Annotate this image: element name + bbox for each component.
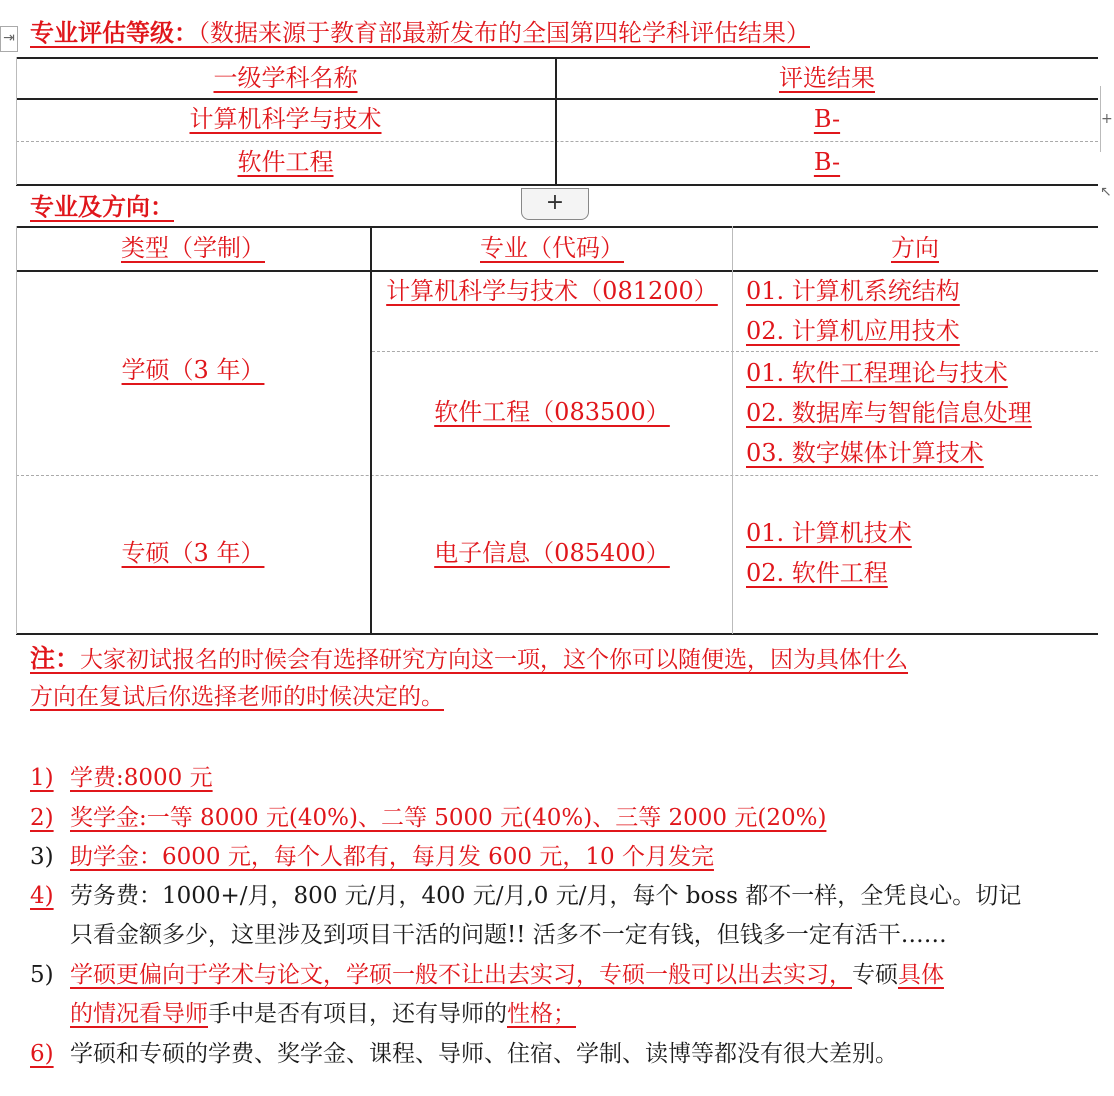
majors-header-major: 专业（代码） [480,234,624,262]
list-num-5: 5) [30,962,54,988]
list-text-3: 助学金：6000 元，每个人都有，每月发 600 元，10 个月发完 [70,844,714,870]
note-line-2: 方向在复试后你选择老师的时候决定的。 [30,684,444,710]
eval-row-cs-result: B- [813,105,841,133]
list-item-3 [30,840,714,874]
list-item-2 [30,801,826,835]
note-paragraph [30,642,908,677]
eval-row-se-result: B- [813,148,841,176]
direction-ei-1: 01. 计算机技术 [746,519,912,547]
list-text-1: 学费:8000 元 [70,765,213,791]
list-text-5-red-4: 性格； [507,1001,576,1027]
eval-header-discipline: 一级学科名称 [213,64,358,92]
list-item-5 [30,958,944,992]
resize-corner-icon[interactable]: ↖ [1100,184,1112,200]
eval-title: 专业评估等级： [30,19,198,47]
majors-header-direction: 方向 [891,234,939,262]
major-cs: 计算机科学与技术（081200） [386,277,718,305]
add-row-button[interactable]: + [521,188,589,220]
list-num-3: 3) [30,844,54,870]
list-text-5-red-3: 的情况看导师 [70,1001,208,1027]
eval-heading [30,18,810,48]
list-num-1: 1) [30,765,54,791]
eval-subtitle: （数据来源于教育部最新发布的全国第四轮学科评估结果） [198,19,810,47]
type-zhuanshuo: 专硕（3 年） [121,539,265,567]
list-item-6 [30,1037,898,1071]
list-text-4-line-1: 劳务费：1000+/月，800 元/月，400 元/月,0 元/月，每个 boss 都不一样，全凭良心。切记 [70,883,1022,909]
eval-row-se-name: 软件工程 [237,148,334,176]
direction-se-1: 01. 软件工程理论与技术 [746,359,1008,387]
direction-ei-2: 02. 软件工程 [746,559,888,587]
list-item-4 [30,879,1021,913]
list-text-2: 奖学金:一等 8000 元(40%)、二等 5000 元(40%)、三等 2000 元(20%) [70,805,827,831]
majors-title: 专业及方向： [30,193,174,221]
type-xueshuo: 学硕（3 年） [121,356,265,384]
list-text-6: 学硕和专硕的学费、奖学金、课程、导师、住宿、学制、读博等都没有很大差别。 [70,1041,898,1067]
table-insert-icon[interactable]: + [1100,86,1114,152]
list-text-4-line-2: 只看金额多少，这里涉及到项目干活的问题!! 活多不一定有钱，但钱多一定有活干…… [70,922,947,948]
list-text-5-black-2: 手中是否有项目，还有导师的 [208,1001,507,1027]
eval-row-cs-name: 计算机科学与技术 [189,105,382,133]
list-num-4: 4) [30,883,54,909]
eval-header-result: 评选结果 [779,64,875,92]
list-item-5-cont [30,997,576,1031]
list-num-6: 6) [30,1041,54,1067]
note-label: 注： [30,644,81,673]
major-se: 软件工程（083500） [434,398,670,426]
move-handle-icon[interactable]: ⇥ [0,26,18,52]
major-ei: 电子信息（085400） [434,539,670,567]
direction-cs-2: 02. 计算机应用技术 [746,317,960,345]
list-num-2: 2) [30,805,54,831]
list-text-5-black-1: 专硕 [852,962,898,988]
note-line-1: 大家初试报名的时候会有选择研究方向这一项，这个你可以随便选，因为具体什么 [80,647,909,673]
list-text-5-red-1: 学硕更偏向于学术与论文，学硕一般不让出去实习，专硕一般可以出去实习， [70,962,852,988]
list-item-1 [30,761,213,795]
direction-se-2: 02. 数据库与智能信息处理 [746,399,1032,427]
majors-header-type: 类型（学制） [121,234,265,262]
list-item-4-cont [30,918,947,952]
direction-cs-1: 01. 计算机系统结构 [746,277,960,305]
list-text-5-red-2: 具体 [898,962,944,988]
direction-se-3: 03. 数字媒体计算技术 [746,439,984,467]
